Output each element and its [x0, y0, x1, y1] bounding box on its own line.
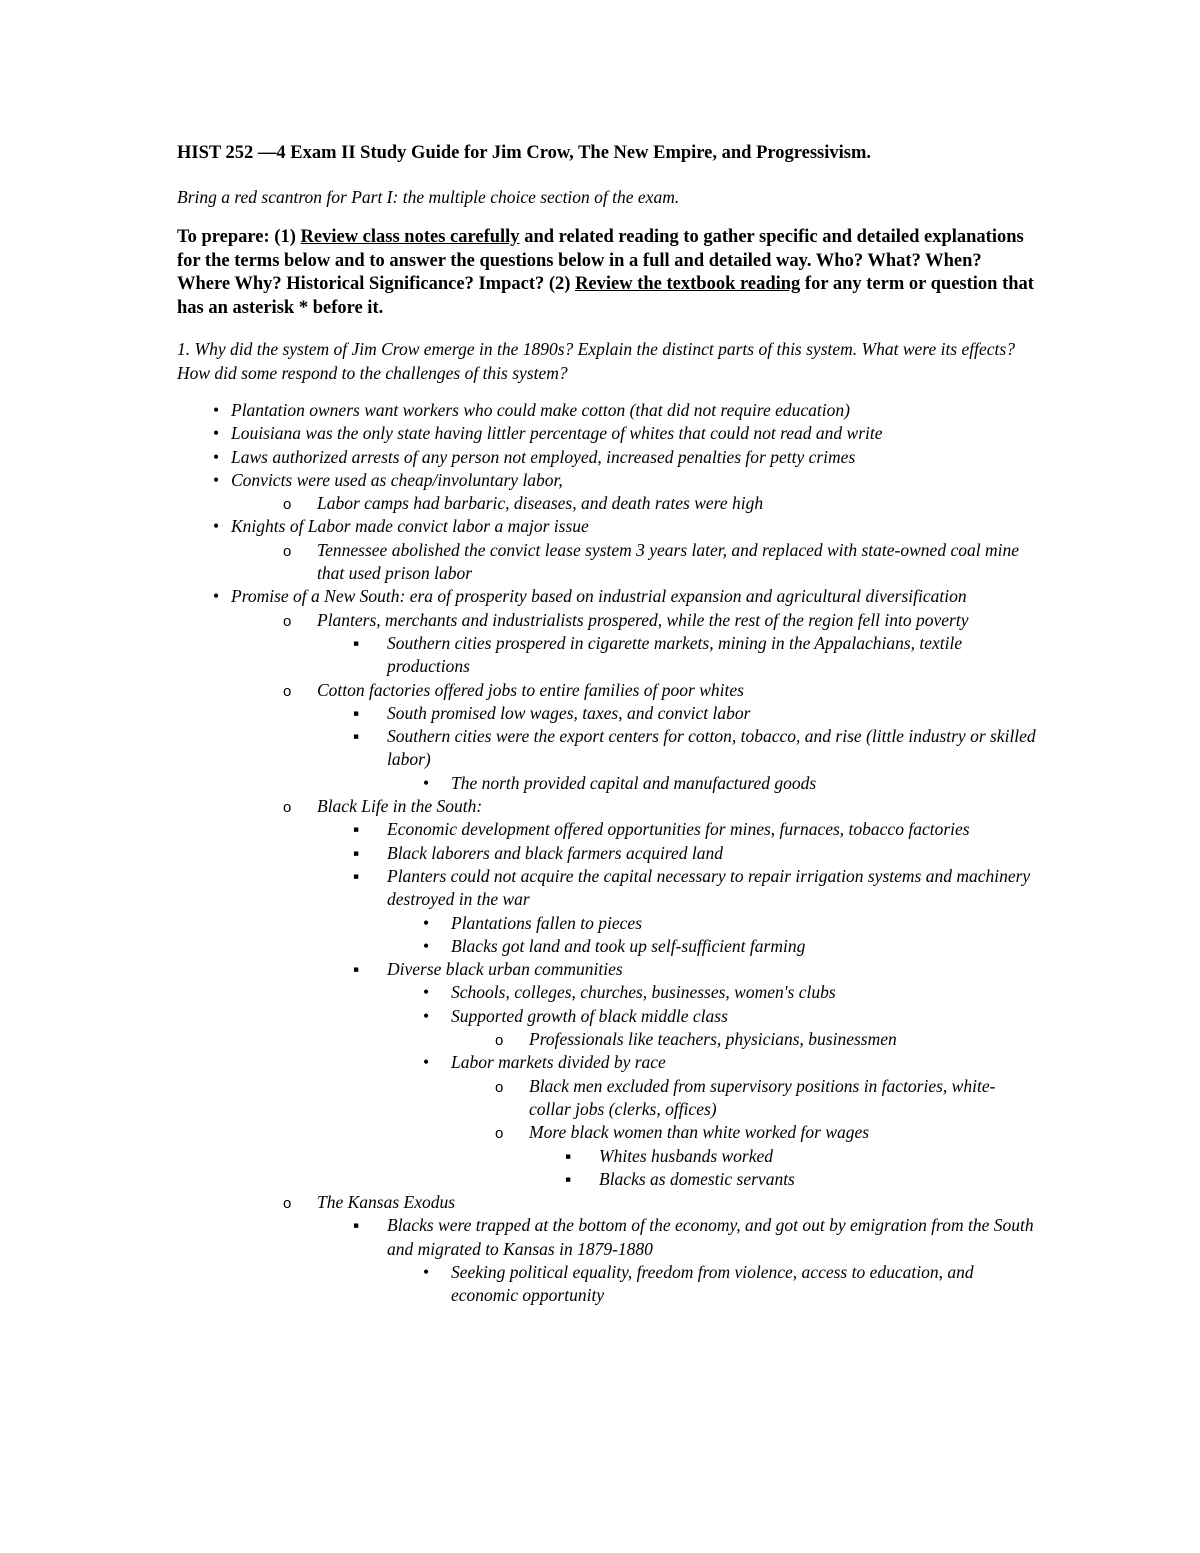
bullet-marker [213, 585, 219, 608]
list-item [177, 795, 1037, 818]
list-item [177, 1168, 1037, 1191]
list-item [177, 1121, 1037, 1144]
list-item-text: Planters could not acquire the capital necessary to repair irrigation systems and machinery destroyed in the war [387, 865, 1031, 910]
circle-marker [283, 679, 291, 703]
prep-instructions [177, 226, 1037, 320]
list-item-text: South promised low wages, taxes, and convict labor [387, 702, 751, 723]
bullet-marker [213, 422, 219, 445]
list-item-text: Plantations fallen to pieces [451, 912, 643, 933]
list-item [177, 865, 1037, 912]
list-item-text: Seeking political equality, freedom from violence, access to education, and economic opportunity [451, 1261, 974, 1306]
list-item-text: Blacks were trapped at the bottom of the economy, and got out by emigration from the South and migrated to Kansas in 1879-1880 [387, 1215, 1034, 1259]
list-item [177, 725, 1037, 772]
list-item [177, 1005, 1037, 1028]
document-title: HIST 252 —4 Exam II Study Guide for Jim Crow, The New Empire, and Progressivism. [177, 143, 872, 163]
list-item-text: Promise of a New South: era of prosperity based on industrial expansion and agricultural diversification [231, 586, 967, 607]
square-marker [353, 632, 359, 655]
prep-text-2: and related reading to gather specific and detailed explanations for the terms below and to answer the questions below in a full and detailed way. Who? What? When? Where Why? Historical Significance? Impact? (2) [177, 227, 1024, 294]
list-item [177, 492, 1037, 515]
list-item-text: Black laborers and black farmers acquired land [387, 842, 724, 863]
circle-marker [283, 795, 291, 819]
square-marker [353, 842, 359, 865]
list-item [177, 679, 1037, 702]
list-item-text: Black Life in the South: [317, 796, 483, 817]
bullet-marker [423, 1051, 429, 1074]
list-item [177, 1028, 1037, 1051]
bullet-marker [423, 772, 429, 795]
list-item-text: Cotton factories offered jobs to entire families of poor whites [317, 679, 744, 700]
square-marker [353, 725, 359, 748]
list-item-text: Plantation owners want workers who could make cotton (that did not require education) [231, 400, 850, 420]
list-item-text: Labor camps had barbaric, diseases, and death rates were high [317, 493, 764, 514]
list-item [177, 1145, 1037, 1168]
prep-underline-2: Review the textbook reading [575, 274, 801, 294]
bullet-marker [213, 399, 219, 422]
list-item-text: The north provided capital and manufactured goods [451, 772, 817, 793]
list-item-text: Southern cities were the export centers for cotton, tobacco, and rise (little industry or skilled labor) [387, 726, 1036, 770]
prep-text-1: To prepare: (1) [177, 227, 301, 247]
list-item [177, 515, 1037, 538]
list-item-text: Laws authorized arrests of any person not employed, increased penalties for petty crimes [231, 446, 856, 467]
list-item-text: Blacks as domestic servants [599, 1168, 795, 1189]
square-marker [353, 958, 359, 981]
list-item-text: Planters, merchants and industrialists prospered, while the rest of the region fell into poverty [317, 609, 969, 630]
square-marker [353, 865, 359, 888]
list-item [177, 842, 1037, 865]
list-item-text: Schools, colleges, churches, businesses, women's clubs [451, 982, 836, 1003]
list-item-text: Whites husbands worked [599, 1145, 774, 1166]
bullet-marker [423, 981, 429, 1004]
list-item [177, 981, 1037, 1004]
list-item-text: Southern cities prospered in cigarette markets, mining in the Appalachians, textile productions [387, 632, 963, 677]
prep-underline-1: Review class notes carefully [300, 227, 520, 247]
circle-marker [283, 1191, 291, 1215]
circle-marker [495, 1028, 503, 1052]
list-item [177, 585, 1037, 608]
list-item-text: Louisiana was the only state having littler percentage of whites that could not read and write [231, 423, 883, 444]
prep-text-3: for any term or question that has an asterisk * before it. [177, 274, 1034, 318]
list-item [177, 935, 1037, 958]
list-item-text: Tennessee abolished the convict lease system 3 years later, and replaced with state-owned coal mine that used prison labor [317, 539, 1019, 584]
list-item [177, 469, 1037, 492]
list-item-text: Professionals like teachers, physicians, businessmen [529, 1029, 897, 1050]
list-item [177, 1075, 1037, 1122]
list-item [177, 818, 1037, 841]
circle-marker [283, 539, 291, 563]
list-item-text: More black women than white worked for wages [529, 1122, 870, 1143]
list-item-text: Labor markets divided by race [451, 1052, 666, 1073]
circle-marker [283, 492, 291, 516]
list-item [177, 1214, 1037, 1261]
list-item [177, 702, 1037, 725]
list-item [177, 1261, 1037, 1308]
bullet-marker [423, 1261, 429, 1284]
list-item [177, 958, 1037, 981]
bullet-marker [423, 1005, 429, 1028]
list-item [177, 912, 1037, 935]
bullet-marker [423, 912, 429, 935]
circle-marker [283, 609, 291, 633]
question-1: 1. Why did the system of Jim Crow emerge in the 1890s? Explain the distinct parts of this system. What were its effects? How did some respond to the challenges of this system? [177, 339, 1015, 383]
list-item [177, 609, 1037, 632]
square-marker [353, 1214, 359, 1237]
list-item-text: Convicts were used as cheap/involuntary labor, [231, 469, 563, 490]
list-item-text: Black men excluded from supervisory positions in factories, white-collar jobs (clerks, offices) [529, 1075, 996, 1119]
circle-marker [495, 1121, 503, 1145]
square-marker [353, 818, 359, 841]
square-marker [565, 1145, 571, 1168]
circle-marker [495, 1075, 503, 1099]
bullet-marker [213, 515, 219, 538]
list-item-text: Economic development offered opportunities for mines, furnaces, tobacco factories [387, 819, 970, 840]
list-item [177, 1191, 1037, 1214]
list-item [177, 632, 1037, 679]
list-item [177, 772, 1037, 795]
list-item [177, 539, 1037, 586]
list-item-text: Supported growth of black middle class [451, 1005, 728, 1026]
list-item-text: Blacks got land and took up self-sufficient farming [451, 935, 806, 956]
list-item-text: Diverse black urban communities [387, 959, 623, 980]
outline-list [177, 399, 1037, 1308]
square-marker [353, 702, 359, 725]
list-item [177, 1051, 1037, 1074]
list-item [177, 446, 1037, 469]
list-item [177, 399, 1037, 422]
bullet-marker [213, 469, 219, 492]
list-item [177, 422, 1037, 445]
list-item-text: The Kansas Exodus [317, 1192, 456, 1213]
bullet-marker [213, 446, 219, 469]
bullet-marker [423, 935, 429, 958]
document-content [177, 140, 1037, 1308]
list-item-text: Knights of Labor made convict labor a major issue [231, 516, 589, 537]
scantron-note: Bring a red scantron for Part I: the multiple choice section of the exam. [177, 187, 680, 207]
square-marker [565, 1168, 571, 1191]
